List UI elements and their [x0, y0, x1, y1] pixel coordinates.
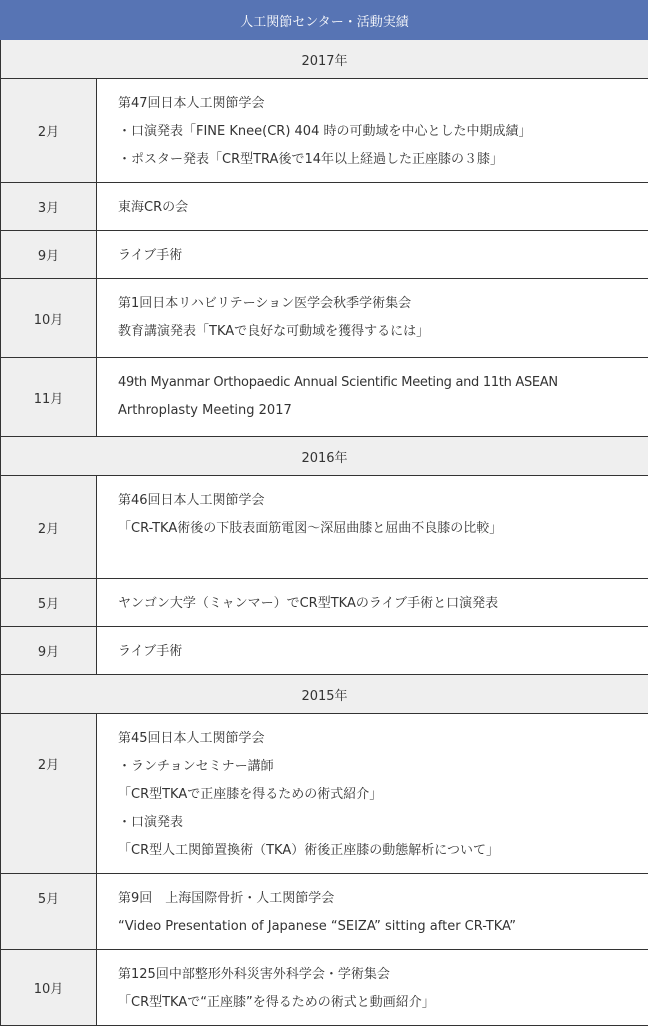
detail-cell	[97, 950, 648, 1026]
table-row	[1, 950, 648, 1026]
month-cell: 5月	[1, 579, 97, 627]
detail-cell	[97, 714, 648, 874]
year-row	[1, 40, 648, 79]
year-row	[1, 437, 648, 476]
detail-cell	[97, 579, 648, 627]
detail-line: Arthroplasty Meeting 2017	[118, 403, 292, 418]
table-title: 人工関節センター・活動実績	[1, 1, 648, 40]
detail-cell	[97, 476, 648, 579]
detail-line: 「CR型TKAで“正座膝”を得るための術式と動画紹介」	[118, 995, 435, 1010]
detail-cell	[97, 183, 648, 231]
detail-line: ・口演発表「FINE Knee(CR) 404 時の可動域を中心とした中期成績」	[118, 124, 532, 139]
detail-line: ヤンゴン大学（ミャンマー）でCR型TKAのライブ手術と口演発表	[118, 596, 499, 611]
detail-line: 「CR型人工関節置換術（TKA）術後正座膝の動態解析について」	[118, 843, 499, 858]
year-heading: 2016年	[1, 437, 648, 476]
detail-line: ライブ手術	[118, 248, 183, 263]
month-cell: 11月	[1, 358, 97, 437]
month-cell: 2月	[1, 476, 97, 579]
detail-cell	[97, 627, 648, 675]
detail-line: 49th Myanmar Orthopaedic Annual Scientific Meeting and 11th ASEAN	[118, 375, 558, 390]
month-cell: 3月	[1, 183, 97, 231]
detail-line: 第9回 上海国際骨折・人工関節学会	[118, 891, 335, 906]
detail-cell	[97, 358, 648, 437]
detail-line: 第125回中部整形外科災害外科学会・学術集会	[118, 967, 390, 982]
table-row	[1, 579, 648, 627]
detail-cell	[97, 874, 648, 950]
table-row	[1, 476, 648, 579]
table-header-row	[1, 1, 648, 40]
detail-line: ・ポスター発表「CR型TRA後で14年以上経過した正座膝の３膝」	[118, 152, 503, 167]
month-cell: 10月	[1, 279, 97, 358]
table-row	[1, 183, 648, 231]
detail-line: 教育講演発表「TKAで良好な可動域を獲得するには」	[118, 324, 430, 339]
detail-line: 第1回日本リハビリテーション医学会秋季学術集会	[118, 296, 412, 311]
detail-line: 第47回日本人工関節学会	[118, 96, 265, 111]
table-row	[1, 79, 648, 183]
detail-cell	[97, 79, 648, 183]
detail-line: 第46回日本人工関節学会	[118, 493, 265, 508]
month-cell: 9月	[1, 627, 97, 675]
detail-line: 第45回日本人工関節学会	[118, 731, 265, 746]
month-cell: 10月	[1, 950, 97, 1026]
table-row	[1, 874, 648, 950]
year-row	[1, 675, 648, 714]
detail-cell	[97, 279, 648, 358]
detail-line: ・口演発表	[118, 815, 184, 830]
detail-line: 東海CRの会	[118, 200, 189, 215]
detail-cell	[97, 231, 648, 279]
detail-line: ・ランチョンセミナー講師	[118, 759, 274, 774]
month-cell: 2月	[1, 714, 97, 874]
detail-line: 「CR-TKA術後の下肢表面筋電図〜深屈曲膝と屈曲不良膝の比較」	[118, 521, 503, 536]
table-row	[1, 358, 648, 437]
year-heading: 2017年	[1, 40, 648, 79]
month-cell: 2月	[1, 79, 97, 183]
detail-line: ライブ手術	[118, 644, 183, 659]
year-heading: 2015年	[1, 675, 648, 714]
detail-line: 「CR型TKAで正座膝を得るための術式紹介」	[118, 787, 383, 802]
table-row	[1, 714, 648, 874]
table-row	[1, 279, 648, 358]
table-row	[1, 627, 648, 675]
month-cell: 9月	[1, 231, 97, 279]
month-cell: 5月	[1, 874, 97, 950]
detail-line: “Video Presentation of Japanese “SEIZA” sitting after CR-TKA”	[118, 919, 517, 934]
table-row	[1, 231, 648, 279]
